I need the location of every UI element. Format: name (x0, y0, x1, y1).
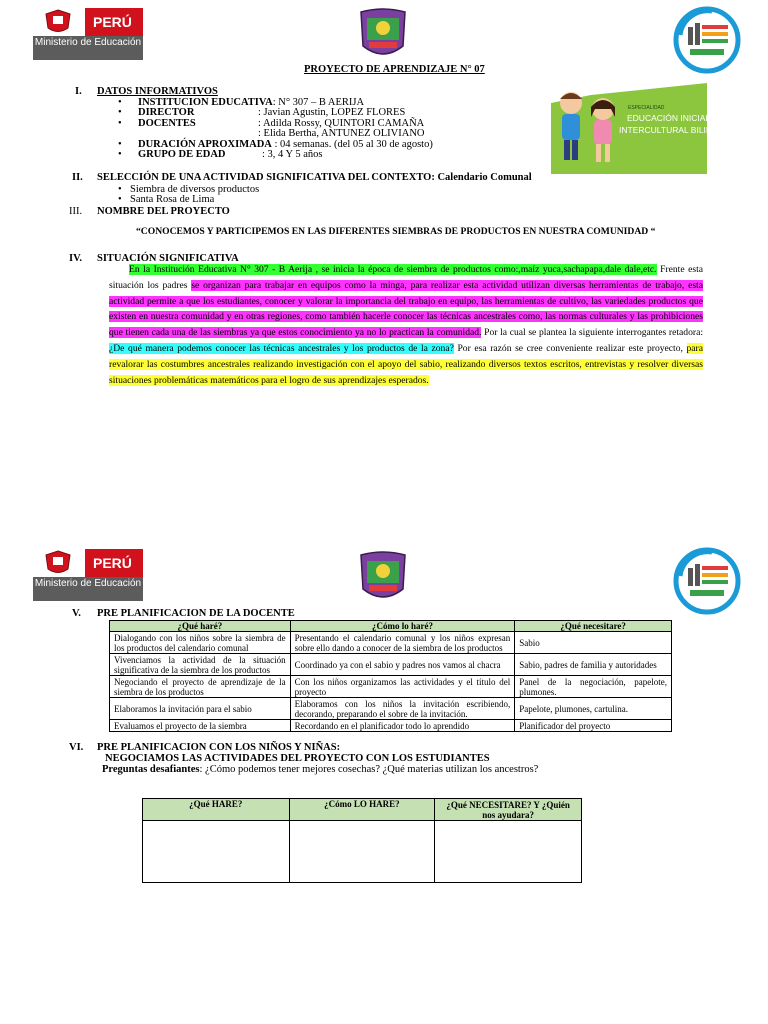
datos-label: INSTITUCION EDUCATIVA (138, 97, 273, 108)
table-header-row (110, 621, 672, 632)
peru-shield-icon (33, 8, 83, 36)
table-cell: Con los niños organizamos las actividades y el título del proyecto (290, 676, 515, 698)
highlight-cyan: ¿De qué manera podemos conocer las técnicas ancestrales y los productos de la zona? (109, 342, 454, 354)
list-item-text: Siembra de diversos productos (130, 184, 260, 195)
column-header: ¿Cómo LO HARE? (289, 799, 435, 821)
table-row (143, 821, 582, 883)
column-header: ¿Qué NECESITARE? Y ¿Quién nos ayudara? (435, 799, 582, 821)
table-cell: Dialogando con los niños sobre la siembra de los productos del calendario comunal (110, 632, 291, 654)
list-item-text: Santa Rosa de Lima (130, 194, 215, 205)
table-cell (289, 821, 435, 883)
paragraph-text: Frente esta situación los padres (109, 264, 704, 291)
table-cell: Planificador del proyecto (515, 720, 672, 732)
section-heading: PRE PLANIFICACION CON LOS NIÑOS Y NIÑAS: (97, 742, 341, 753)
logo-ministry-text: Ministerio de Educación (33, 577, 143, 601)
table-header-row (143, 799, 582, 821)
banner-small: ESPECIALIDAD (628, 105, 665, 111)
list-item: • Santa Rosa de Lima (118, 194, 215, 205)
eib-banner (551, 83, 731, 174)
section-heading: SITUACIÓN SIGNIFICATIVA (97, 253, 239, 264)
paragraph-text: Por esa razón se cree conveniente realizar este proyecto, (453, 342, 687, 354)
section-number: II. (72, 172, 83, 183)
ministerio-educacion-logo (33, 549, 143, 601)
datos-value: : 04 semanas. (del 05 al 30 de agosto) (271, 138, 433, 150)
section-heading-text: SELECCIÓN DE UNA ACTIVIDAD SIGNIFICATIVA DEL CONTEXTO (97, 172, 432, 183)
project-name: “CONOCEMOS Y PARTICIPEMOS EN LAS DIFERENTES SIEMBRAS DE PRODUCTOS EN NUESTRA COMUNIDAD “ (136, 226, 656, 237)
section-heading (97, 172, 532, 183)
table-row (110, 720, 672, 732)
highlight-magenta: se organizan para trabajar en equipos como la minga, para realizar esta actividad utilizan diversas herramientas de trabajo, esta actividad permite a que los estudiantes, conocer y valorar la importancia del trabajo en equipo, las herramientas de cultivo, las variedades productos que existen en nuestra comunidad y en otras regiones, como también hacerle conocer las técnicas ancestrales como, las normas culturales y las prohibiciones que tienen cada una de las siembras ya que estos conocimiento ya no lo practican la comunidad. (109, 279, 703, 339)
table-cell: Evaluamos el proyecto de la siembra (110, 720, 291, 732)
table-cell: Sabio (515, 632, 672, 654)
datos-value: : Javian Agustin, LOPEZ FLORES (258, 107, 406, 119)
datos-label: DOCENTES (138, 117, 196, 129)
table-row (110, 676, 672, 698)
table-cell: Coordinado ya con el sabio y padres nos vamos al chacra (290, 654, 515, 676)
datos-label: GRUPO DE EDAD (138, 149, 226, 160)
pre-planificacion-docente-table (109, 620, 672, 732)
table-cell: Presentando el calendario comunal y los niños expresan sobre ello dando a conocer de la siembra de los productos (290, 632, 515, 654)
column-header: ¿Qué HARE? (143, 799, 290, 821)
peru-shield-icon (33, 549, 83, 577)
preguntas-desafiantes (102, 764, 538, 775)
table-row (110, 654, 672, 676)
table-cell: Sabio, padres de familia y autoridades (515, 654, 672, 676)
school-crest-icon (357, 6, 409, 62)
table-row (110, 632, 672, 654)
datos-value: : N° 307 – B AERIJA (272, 97, 365, 108)
ugel-logo-icon (672, 546, 742, 616)
banner-line1: EDUCACIÓN INICIAL (627, 113, 711, 123)
paragraph-text: Por la cual se plantea la siguiente interrogantes retadora: (481, 327, 703, 339)
preguntas-text: : ¿Cómo podemos tener mejores cosechas? ¿Qué materias utilizan los ancestros? (199, 764, 539, 775)
column-header: ¿Qué haré? (110, 621, 291, 632)
datos-value: : 3, 4 Y 5 años (262, 149, 323, 160)
section-number: VI. (69, 742, 84, 753)
datos-label: DURACIÓN APROXIMADA (138, 138, 272, 150)
ministerio-educacion-logo (33, 8, 143, 60)
section-number: I. (75, 86, 82, 97)
table-cell: Vivenciamos la actividad de la situación significativa de la siembra de los productos (110, 654, 291, 676)
highlight-yellow: para revalorar las costumbres ancestrales realizando investigación con el apoyo del sabio, realizando diversos textos escritos, entrevistas y resolver diversas situaciones problemáticas matemáticos para el logro de sus aprendizajes esperados. (109, 342, 704, 386)
table-row (110, 698, 672, 720)
ugel-logo-icon (672, 5, 742, 75)
section-heading: PRE PLANIFICACION DE LA DOCENTE (97, 608, 295, 619)
banner-line2: INTERCULTURAL BILINGÜE (619, 125, 731, 135)
list-item: • Siembra de diversos productos (118, 184, 260, 195)
page-title: PROYECTO DE APRENDIZAJE N° 07 (304, 64, 485, 75)
datos-label: DIRECTOR (138, 107, 195, 119)
column-header: ¿Cómo lo haré? (290, 621, 515, 632)
table-cell: Elaboramos con los niños la invitación escribiendo, decorando, preparando el sobre de la invitación. (290, 698, 515, 720)
preguntas-label: Preguntas desafiantes (102, 764, 200, 775)
section-number: V. (72, 608, 81, 619)
table-cell (435, 821, 582, 883)
table-cell: Negociando el proyecto de aprendizaje de la siembra de los productos (110, 676, 291, 698)
table-cell: Panel de la negociación, papelote, plumones. (515, 676, 672, 698)
section-number: IV. (69, 253, 82, 264)
logo-peru-text: PERÚ (85, 549, 143, 577)
table-cell: Papelote, plumones, cartulina. (515, 698, 672, 720)
school-crest-icon (357, 549, 409, 605)
table-cell (143, 821, 290, 883)
datos-value: : Adilda Rossy, QUINTORI CAMAÑA (258, 117, 425, 129)
section-heading: NOMBRE DEL PROYECTO (97, 206, 230, 217)
datos-value: : Elida Bertha, ANTUNEZ OLIVIANO (258, 128, 425, 140)
section-number: III. (69, 206, 83, 217)
section-heading-value: : Calendario Comunal (431, 172, 532, 183)
situacion-significativa-paragraph (109, 262, 703, 388)
table-cell: Elaboramos la invitación para el sabio (110, 698, 291, 720)
section-heading: DATOS INFORMATIVOS (97, 86, 218, 97)
logo-peru-text: PERÚ (85, 8, 143, 36)
pre-planificacion-ninos-table (142, 798, 582, 883)
column-header: ¿Qué necesitare? (515, 621, 672, 632)
table-cell: Recordando en el planificador todo lo aprendido (290, 720, 515, 732)
logo-ministry-text: Ministerio de Educación (33, 36, 143, 60)
section-subheading: NEGOCIAMOS LAS ACTIVIDADES DEL PROYECTO CON LOS ESTUDIANTES (105, 753, 490, 764)
highlight-green: En la Institución Educativa N° 307 - B Aerija , se inicia la época de siembra de productos como:,maíz yuca,sachapapa,dale dale,etc. (129, 264, 657, 275)
